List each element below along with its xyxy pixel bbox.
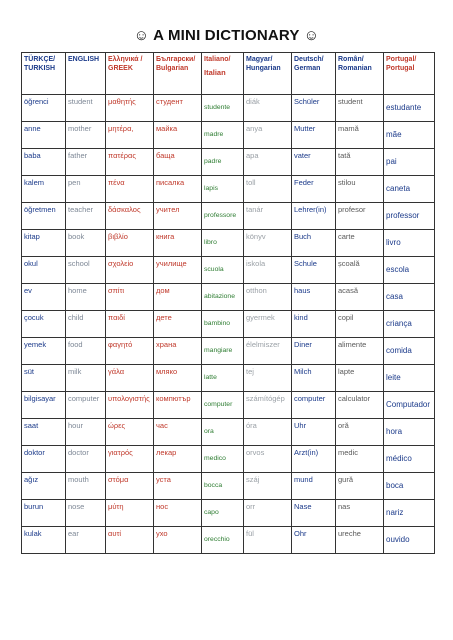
cell-greek: πένα bbox=[106, 176, 154, 203]
cell-english: school bbox=[66, 257, 106, 284]
cell-hungarian: óra bbox=[244, 419, 292, 446]
cell-bulgarian: училище bbox=[154, 257, 202, 284]
cell-bulgarian: храна bbox=[154, 338, 202, 365]
cell-italian: abitazione bbox=[202, 284, 244, 311]
cell-bulgarian: час bbox=[154, 419, 202, 446]
cell-romanian: medic bbox=[336, 446, 384, 473]
cell-greek: στόμα bbox=[106, 473, 154, 500]
cell-italian: ora bbox=[202, 419, 244, 446]
cell-english: doctor bbox=[66, 446, 106, 473]
cell-german: mund bbox=[292, 473, 336, 500]
cell-hungarian: orr bbox=[244, 500, 292, 527]
table-row bbox=[22, 365, 435, 392]
cell-greek: παιδί bbox=[106, 311, 154, 338]
cell-german: Feder bbox=[292, 176, 336, 203]
cell-portuguese: Computador bbox=[384, 392, 435, 419]
cell-turkish: burun bbox=[22, 500, 66, 527]
cell-italian: orecchio bbox=[202, 527, 244, 554]
page-title bbox=[0, 27, 453, 44]
cell-italian: lapis bbox=[202, 176, 244, 203]
cell-romanian: stilou bbox=[336, 176, 384, 203]
cell-greek: γάλα bbox=[106, 365, 154, 392]
cell-turkish: baba bbox=[22, 149, 66, 176]
table-row bbox=[22, 176, 435, 203]
cell-hungarian: apa bbox=[244, 149, 292, 176]
cell-turkish: ağız bbox=[22, 473, 66, 500]
cell-bulgarian: нос bbox=[154, 500, 202, 527]
table-row bbox=[22, 500, 435, 527]
cell-romanian: nas bbox=[336, 500, 384, 527]
table-row bbox=[22, 446, 435, 473]
header-turkish: TÜRKÇE/ TURKISH bbox=[22, 53, 66, 95]
cell-german: Arzt(in) bbox=[292, 446, 336, 473]
cell-romanian: mamă bbox=[336, 122, 384, 149]
cell-portuguese: livro bbox=[384, 230, 435, 257]
cell-portuguese: criança bbox=[384, 311, 435, 338]
cell-romanian: gură bbox=[336, 473, 384, 500]
cell-german: vater bbox=[292, 149, 336, 176]
title-text: A MINI DICTIONARY bbox=[153, 27, 300, 44]
cell-italian: medico bbox=[202, 446, 244, 473]
cell-hungarian: anya bbox=[244, 122, 292, 149]
cell-romanian: tată bbox=[336, 149, 384, 176]
cell-bulgarian: майка bbox=[154, 122, 202, 149]
cell-turkish: anne bbox=[22, 122, 66, 149]
cell-greek: αυτί bbox=[106, 527, 154, 554]
cell-english: home bbox=[66, 284, 106, 311]
cell-turkish: yemek bbox=[22, 338, 66, 365]
cell-german: Lehrer(in) bbox=[292, 203, 336, 230]
cell-german: Mutter bbox=[292, 122, 336, 149]
cell-romanian: acasă bbox=[336, 284, 384, 311]
cell-bulgarian: дом bbox=[154, 284, 202, 311]
table-row bbox=[22, 473, 435, 500]
header-hungarian: Magyar/ Hungarian bbox=[244, 53, 292, 95]
table-row bbox=[22, 311, 435, 338]
cell-hungarian: fül bbox=[244, 527, 292, 554]
cell-german: Nase bbox=[292, 500, 336, 527]
cell-romanian: profesor bbox=[336, 203, 384, 230]
table-row bbox=[22, 149, 435, 176]
cell-german: Milch bbox=[292, 365, 336, 392]
table-row bbox=[22, 527, 435, 554]
cell-turkish: kulak bbox=[22, 527, 66, 554]
cell-bulgarian: студент bbox=[154, 95, 202, 122]
cell-romanian: lapte bbox=[336, 365, 384, 392]
cell-bulgarian: дете bbox=[154, 311, 202, 338]
cell-bulgarian: учител bbox=[154, 203, 202, 230]
cell-bulgarian: компютър bbox=[154, 392, 202, 419]
cell-english: ear bbox=[66, 527, 106, 554]
cell-greek: μητέρα, bbox=[106, 122, 154, 149]
cell-english: nose bbox=[66, 500, 106, 527]
cell-english: book bbox=[66, 230, 106, 257]
cell-portuguese: casa bbox=[384, 284, 435, 311]
cell-turkish: kalem bbox=[22, 176, 66, 203]
cell-romanian: școală bbox=[336, 257, 384, 284]
cell-greek: σχολείο bbox=[106, 257, 154, 284]
cell-portuguese: escola bbox=[384, 257, 435, 284]
cell-italian: computer bbox=[202, 392, 244, 419]
cell-hungarian: gyermek bbox=[244, 311, 292, 338]
cell-bulgarian: писалка bbox=[154, 176, 202, 203]
cell-greek: μαθητής bbox=[106, 95, 154, 122]
header-row bbox=[22, 53, 435, 95]
cell-italian: madre bbox=[202, 122, 244, 149]
cell-italian: latte bbox=[202, 365, 244, 392]
cell-bulgarian: баща bbox=[154, 149, 202, 176]
cell-romanian: ureche bbox=[336, 527, 384, 554]
cell-greek: πατέρας bbox=[106, 149, 154, 176]
table-row bbox=[22, 257, 435, 284]
smiley-icon: ☺ bbox=[133, 27, 150, 44]
cell-portuguese: comida bbox=[384, 338, 435, 365]
cell-english: computer bbox=[66, 392, 106, 419]
table-row bbox=[22, 203, 435, 230]
cell-german: kind bbox=[292, 311, 336, 338]
cell-german: Ohr bbox=[292, 527, 336, 554]
cell-portuguese: professor bbox=[384, 203, 435, 230]
cell-turkish: kitap bbox=[22, 230, 66, 257]
cell-romanian: alimente bbox=[336, 338, 384, 365]
cell-portuguese: leite bbox=[384, 365, 435, 392]
cell-portuguese: estudante bbox=[384, 95, 435, 122]
cell-romanian: calculator bbox=[336, 392, 384, 419]
cell-hungarian: otthon bbox=[244, 284, 292, 311]
cell-hungarian: számítógép bbox=[244, 392, 292, 419]
cell-italian: bocca bbox=[202, 473, 244, 500]
cell-portuguese: boca bbox=[384, 473, 435, 500]
dictionary-table bbox=[21, 52, 435, 554]
cell-romanian: carte bbox=[336, 230, 384, 257]
cell-hungarian: iskola bbox=[244, 257, 292, 284]
cell-german: Schüler bbox=[292, 95, 336, 122]
cell-bulgarian: книга bbox=[154, 230, 202, 257]
cell-romanian: oră bbox=[336, 419, 384, 446]
header-romanian: Român/ Romanian bbox=[336, 53, 384, 95]
cell-italian: studente bbox=[202, 95, 244, 122]
cell-portuguese: mãe bbox=[384, 122, 435, 149]
cell-italian: scuola bbox=[202, 257, 244, 284]
cell-portuguese: hora bbox=[384, 419, 435, 446]
cell-greek: φαγητό bbox=[106, 338, 154, 365]
cell-german: Uhr bbox=[292, 419, 336, 446]
smiley-icon: ☺ bbox=[303, 27, 320, 44]
cell-english: milk bbox=[66, 365, 106, 392]
header-portuguese: Portugal/ Portugal bbox=[384, 53, 435, 95]
cell-turkish: süt bbox=[22, 365, 66, 392]
cell-greek: γιατρός bbox=[106, 446, 154, 473]
cell-hungarian: toll bbox=[244, 176, 292, 203]
cell-english: teacher bbox=[66, 203, 106, 230]
cell-italian: mangiare bbox=[202, 338, 244, 365]
cell-german: computer bbox=[292, 392, 336, 419]
cell-english: father bbox=[66, 149, 106, 176]
cell-hungarian: tej bbox=[244, 365, 292, 392]
cell-english: food bbox=[66, 338, 106, 365]
cell-hungarian: orvos bbox=[244, 446, 292, 473]
cell-romanian: copil bbox=[336, 311, 384, 338]
cell-bulgarian: лекар bbox=[154, 446, 202, 473]
cell-greek: μύτη bbox=[106, 500, 154, 527]
header-german: Deutsch/ German bbox=[292, 53, 336, 95]
cell-german: haus bbox=[292, 284, 336, 311]
cell-greek: ώρες bbox=[106, 419, 154, 446]
cell-turkish: bilgisayar bbox=[22, 392, 66, 419]
header-greek: Ελληνικά / GREEK bbox=[106, 53, 154, 95]
cell-english: hour bbox=[66, 419, 106, 446]
table-row bbox=[22, 419, 435, 446]
cell-turkish: doktor bbox=[22, 446, 66, 473]
cell-turkish: okul bbox=[22, 257, 66, 284]
cell-greek: σπίτι bbox=[106, 284, 154, 311]
cell-portuguese: pai bbox=[384, 149, 435, 176]
cell-english: mouth bbox=[66, 473, 106, 500]
cell-english: child bbox=[66, 311, 106, 338]
table-row bbox=[22, 230, 435, 257]
table-row bbox=[22, 392, 435, 419]
cell-bulgarian: мляко bbox=[154, 365, 202, 392]
table-row bbox=[22, 122, 435, 149]
cell-turkish: öğretmen bbox=[22, 203, 66, 230]
cell-german: Buch bbox=[292, 230, 336, 257]
cell-hungarian: diák bbox=[244, 95, 292, 122]
cell-italian: professore bbox=[202, 203, 244, 230]
cell-german: Diner bbox=[292, 338, 336, 365]
cell-english: pen bbox=[66, 176, 106, 203]
cell-portuguese: nariz bbox=[384, 500, 435, 527]
cell-turkish: çocuk bbox=[22, 311, 66, 338]
cell-turkish: öğrenci bbox=[22, 95, 66, 122]
table-row bbox=[22, 284, 435, 311]
cell-bulgarian: ухо bbox=[154, 527, 202, 554]
header-english: ENGLISH bbox=[66, 53, 106, 95]
cell-german: Schule bbox=[292, 257, 336, 284]
cell-italian: bambino bbox=[202, 311, 244, 338]
cell-english: mother bbox=[66, 122, 106, 149]
cell-greek: δάσκαλος bbox=[106, 203, 154, 230]
cell-turkish: saat bbox=[22, 419, 66, 446]
cell-english: student bbox=[66, 95, 106, 122]
cell-portuguese: médico bbox=[384, 446, 435, 473]
cell-romanian: student bbox=[336, 95, 384, 122]
cell-greek: βιβλίο bbox=[106, 230, 154, 257]
cell-italian: padre bbox=[202, 149, 244, 176]
cell-italian: libro bbox=[202, 230, 244, 257]
cell-hungarian: száj bbox=[244, 473, 292, 500]
cell-hungarian: könyv bbox=[244, 230, 292, 257]
cell-hungarian: tanár bbox=[244, 203, 292, 230]
cell-bulgarian: уста bbox=[154, 473, 202, 500]
table-row bbox=[22, 95, 435, 122]
header-bulgarian: Български/ Bulgarian bbox=[154, 53, 202, 95]
cell-italian: capo bbox=[202, 500, 244, 527]
table-row bbox=[22, 338, 435, 365]
cell-portuguese: ouvido bbox=[384, 527, 435, 554]
cell-turkish: ev bbox=[22, 284, 66, 311]
header-italian: Italiano/ Italian bbox=[202, 53, 244, 95]
cell-portuguese: caneta bbox=[384, 176, 435, 203]
cell-hungarian: élelmiszer bbox=[244, 338, 292, 365]
cell-greek: υπολογιστής bbox=[106, 392, 154, 419]
